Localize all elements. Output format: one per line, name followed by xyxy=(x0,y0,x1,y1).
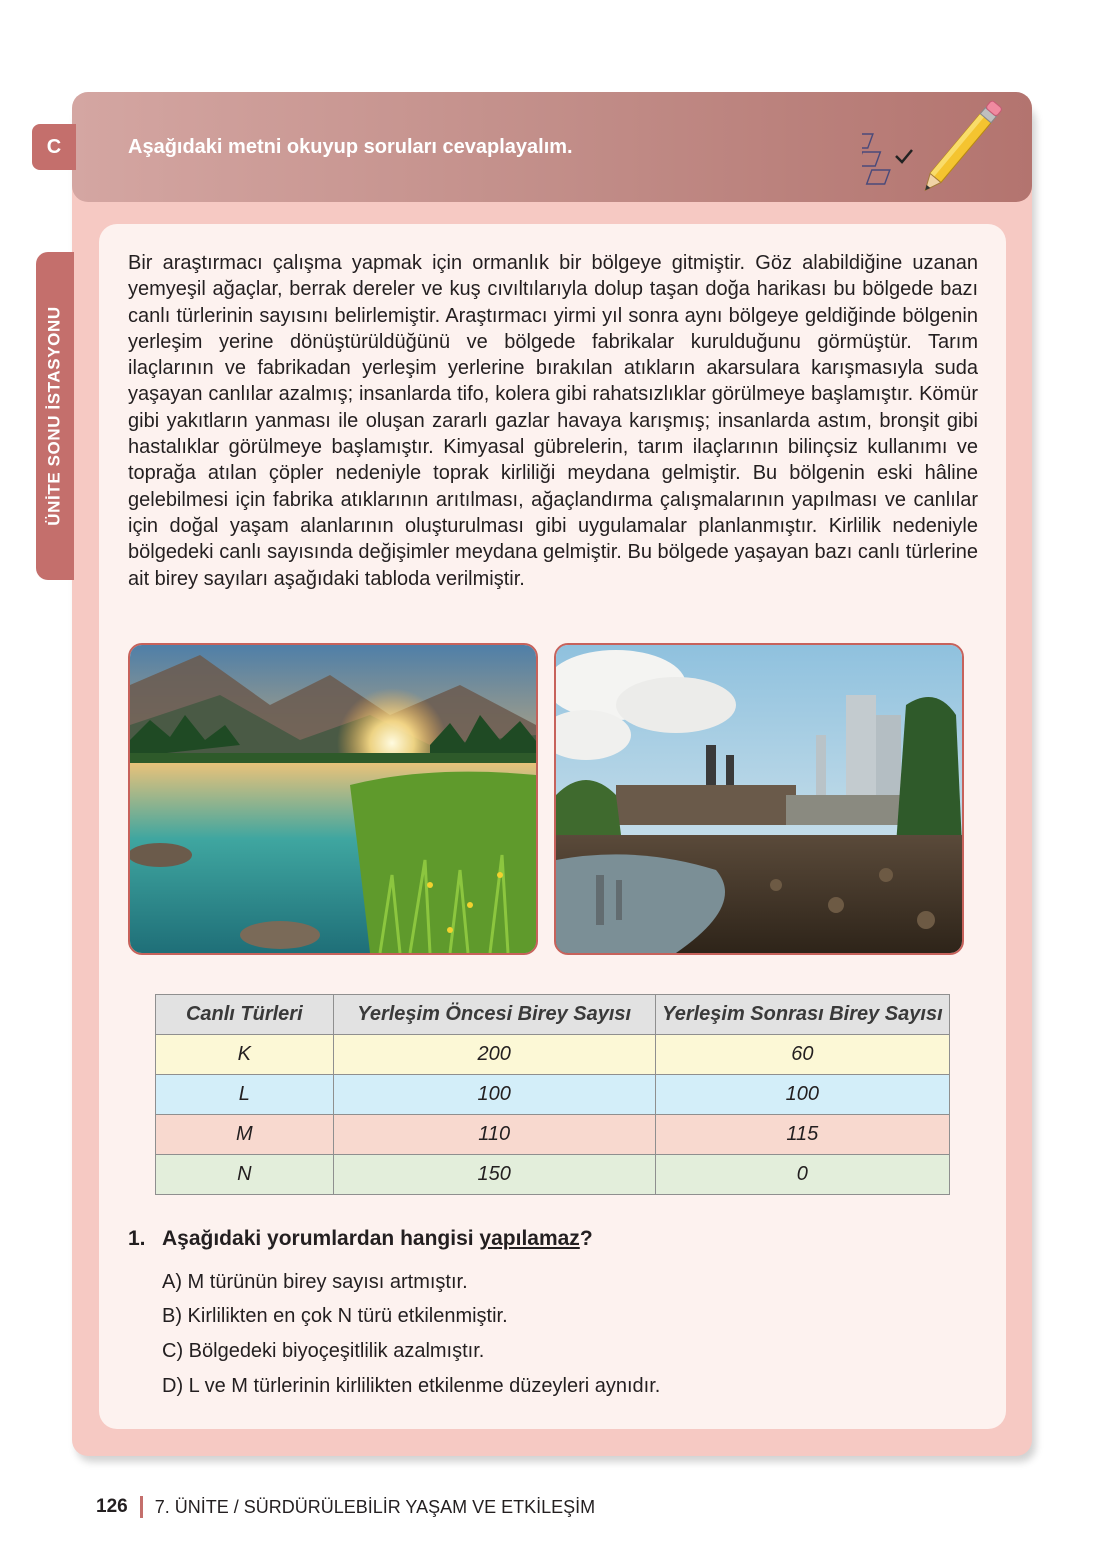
question-text: Aşağıdaki yorumlardan hangisi xyxy=(162,1227,480,1250)
option-a[interactable]: A) M türünün birey sayısı artmıştır. xyxy=(162,1271,468,1293)
factory-pollution-photo xyxy=(554,643,964,955)
before-count-cell: 200 xyxy=(333,1035,655,1075)
question-1 xyxy=(128,1227,593,1251)
after-count-cell: 100 xyxy=(655,1075,949,1115)
after-count-cell: 0 xyxy=(655,1155,949,1195)
header-before: Yerleşim Öncesi Birey Sayısı xyxy=(333,995,655,1035)
species-cell: N xyxy=(156,1155,334,1195)
before-count-cell: 100 xyxy=(333,1075,655,1115)
section-title: Aşağıdaki metni okuyup soruları cevaplayalım. xyxy=(128,136,573,158)
page-footer xyxy=(96,1496,595,1518)
table-row xyxy=(156,1155,950,1195)
story-paragraph: Bir araştırmacı çalışma yapmak için ormanlık bir bölgeye gitmiştir. Göz alabildiğine uzanan yemyeşil ağaçlar, berrak dereler ve kuş cıvıltılarıyla dolup taşan doğa harikası bu bölgede bazı canlı türlerinin sayısını belirlemiştir. Araştırmacı yirmi yıl sonra aynı bölgeye geldiğinde bölgenin yerleşim yerine dönüştürüldüğünü ve bölgede fabrikalar kurulduğunu görmüştür. Tarım ilaçlarının ve fabrikadan yerleşim yerlerine bırakılan atıkların akarsulara karışmasıyla suda yaşayan canlılar azalmış; insanlarda tifo, kolera gibi rahatsızlıklar görülmeye başlamıştır. Kömür gibi yakıtların yanması ile oluşan zararlı gazlar havaya karışmış; insanlarda astım, bronşit gibi hastalıklar görülmeye başlamıştır. Kimyasal gübrelerin, tarım ilaçlarının bilinçsiz kullanımı ve toprağa atılan çöpler nedeniyle toprak kirliliği meydana gelmiştir. Bu bölgenin eski hâline gelebilmesi için fabrika atıklarının arıtılması, ağaçlandırma çalışmalarının yapılması ve canlılar için doğal yaşam alanlarının oluşturulması gibi uygulamalar planlanmıştır. Kirlilik nedeniyle bölgedeki canlı sayısında değişimler meydana gelmiştir. Bu bölgede yaşayan bazı canlı türlerine ait birey sayıları aşağıdaki tabloda verilmiştir. xyxy=(128,252,978,590)
species-cell: K xyxy=(156,1035,334,1075)
section-letter-tab: C xyxy=(32,124,76,170)
after-count-cell: 115 xyxy=(655,1115,949,1155)
before-count-cell: 110 xyxy=(333,1115,655,1155)
footer-divider xyxy=(140,1496,143,1518)
species-cell: M xyxy=(156,1115,334,1155)
option-c[interactable]: C) Bölgedeki biyoçeşitlilik azalmıştır. xyxy=(162,1340,485,1362)
table-header-row xyxy=(156,995,950,1035)
species-cell: L xyxy=(156,1075,334,1115)
table-row xyxy=(156,1075,950,1115)
option-d[interactable]: D) L ve M türlerinin kirlilikten etkilenme düzeyleri aynıdır. xyxy=(162,1375,661,1397)
unit-side-tab-label: ÜNİTE SONU İSTASYONU xyxy=(45,306,65,526)
unit-title: 7. ÜNİTE / SÜRDÜRÜLEBİLİR YAŞAM VE ETKİLEŞİM xyxy=(154,1496,596,1517)
question-number: 1. xyxy=(128,1227,146,1250)
table-row xyxy=(156,1115,950,1155)
page-number: 126 xyxy=(96,1496,128,1517)
question-mark: ? xyxy=(579,1227,593,1250)
header-species: Canlı Türleri xyxy=(156,995,334,1035)
question-underlined-word: yapılamaz xyxy=(479,1227,580,1250)
before-count-cell: 150 xyxy=(333,1155,655,1195)
nature-lake-photo xyxy=(128,643,538,955)
header-after: Yerleşim Sonrası Birey Sayısı xyxy=(655,995,949,1035)
unit-side-tab xyxy=(36,252,74,580)
after-count-cell: 60 xyxy=(655,1035,949,1075)
species-count-table xyxy=(155,994,950,1195)
option-b[interactable]: B) Kirlilikten en çok N türü etkilenmiştir. xyxy=(162,1305,508,1327)
table-row xyxy=(156,1035,950,1075)
pencil-checklist-icon xyxy=(862,98,1012,194)
